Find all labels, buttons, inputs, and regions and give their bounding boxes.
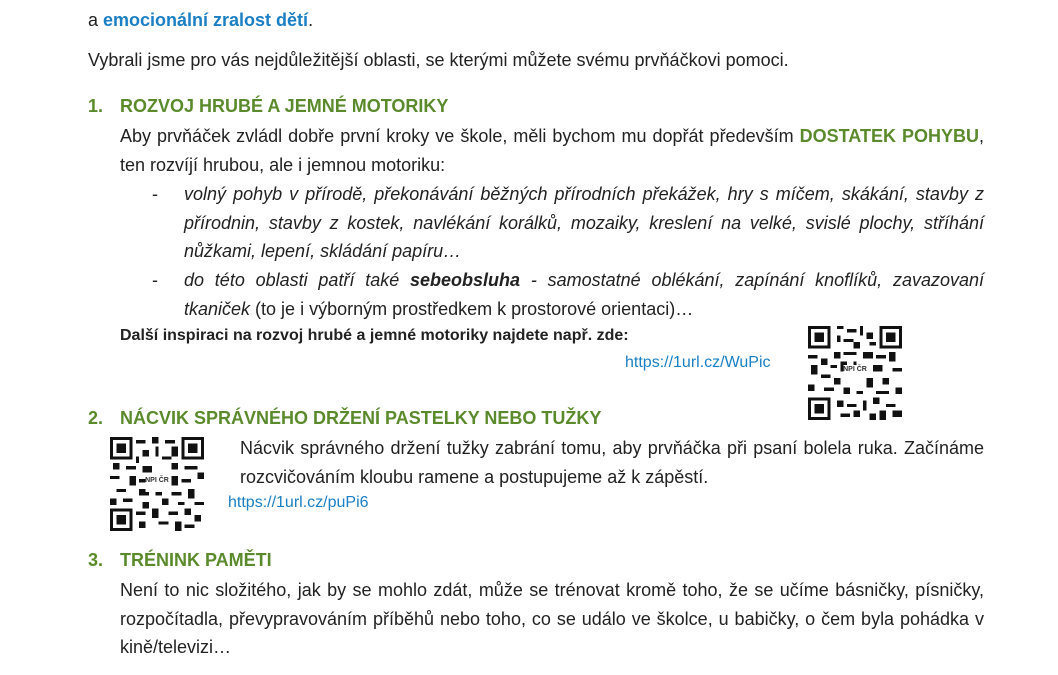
qr-code-1[interactable] [808,326,902,420]
section-1-title: ROZVOJ HRUBÉ A JEMNÉ MOTORIKY [120,96,449,116]
section-1-bullet-2-mid: - samostatné oblékání, zapínání knoflíků, zavazovaní tkaniček [184,270,984,319]
qr-code-2-graphic [110,437,204,531]
qr-code-2[interactable] [110,437,204,531]
section-1-heading [88,92,448,120]
section-1-para-before: Aby prvňáček zvládl dobře první kroky ve škole, měli bychom mu dopřát především [120,126,800,146]
section-2-heading [88,404,601,432]
qr-code-1-label: NPI ČR [843,366,867,373]
qr-code-2-label: NPI ČR [145,477,169,484]
intro-cutoff-link[interactable]: emocionální zralost dětí [103,10,309,30]
qr-code-1-graphic [808,326,902,420]
section-2-number: 2. [88,408,104,428]
section-1-number: 1. [88,96,104,116]
section-3-heading [88,546,272,574]
section-2-paragraph: Nácvik správného držení tužky zabrání tomu, aby prvňáčka při psaní bolela ruka. Začínáme rozcvičováním kloubu ramene a postupujeme až k zápěstí. [240,438,984,487]
section-1-link[interactable]: https://1url.cz/WuPic [625,354,771,371]
section-1-bullet-2-before: do této oblasti patří také [184,270,411,290]
section-1-note: Další inspiraci na rozvoj hrubé a jemné motoriky najdete např. zde: [120,327,629,344]
section-1-bullet-2-bold: sebeobsluha [410,270,521,290]
intro-cutoff-suffix: . [308,10,314,30]
section-1-bullet-2-dash: - [152,270,158,290]
intro-cutoff-prefix: a [88,10,104,30]
section-2-link[interactable]: https://1url.cz/puPi6 [228,494,369,511]
section-3-number: 3. [88,550,104,570]
section-3-paragraph: Není to nic složitého, jak by se mohlo zdát, může se trénovat kromě toho, že se učíme básničky, písničky, rozpočítadla, převypravováním příběhů nebo toho, co se událo ve školce, u babičky, o čem byla pohádka v kině/televizi… [120,580,984,657]
section-1-para-after: , ten rozvíjí hrubou, ale i jemnou motoriku: [120,126,985,175]
section-1-bullet-1-dash: - [152,184,158,204]
intro-lead: Vybrali jsme pro vás nejdůležitější oblasti, se kterými můžete svému prvňáčkovi pomoci. [88,50,789,70]
intro-cutoff-line [88,6,313,34]
section-1-bullet-2-text [184,266,984,323]
section-1-para-highlight: DOSTATEK POHYBU [799,126,979,146]
section-1-bullet-1-text: volný pohyb v přírodě, překonávání běžných přírodních překážek, hry s míčem, skákání, stavby z přírodnin, stavby z kostek, navlékání korálků, mozaiky, kreslení na velké, svislé plochy, stříhání nůžkami, lepení, skládání papíru… [184,184,984,261]
section-3-title: TRÉNINK PAMĚTI [120,550,272,570]
section-1-bullet-2-after: (to je i výborným prostředkem k prostorové orientaci)… [250,298,694,319]
section-1-paragraph [120,122,984,179]
section-2-title: NÁCVIK SPRÁVNÉHO DRŽENÍ PASTELKY NEBO TUŽKY [120,408,602,428]
